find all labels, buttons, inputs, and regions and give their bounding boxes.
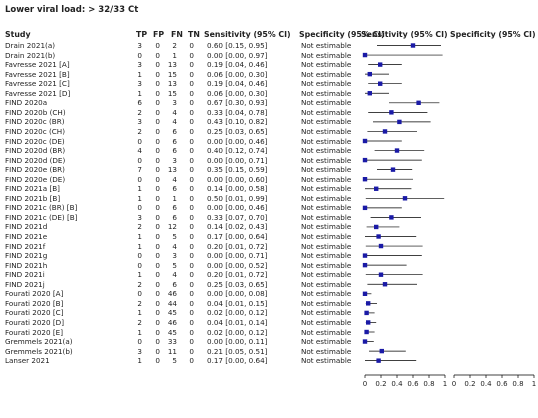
fp-value: 0 — [155, 327, 160, 337]
specificity-value: Not estimable — [301, 260, 352, 270]
tn-value: 0 — [189, 289, 194, 299]
point-estimate-marker — [383, 129, 387, 133]
sens-tick-label: 0.8 — [423, 380, 435, 388]
tn-value: 0 — [189, 117, 194, 127]
sensitivity-value: 0.00 [0.00, 0.46] — [207, 136, 268, 146]
tp-value: 0 — [137, 50, 142, 60]
tn-value: 0 — [189, 346, 194, 356]
fn-value: 3 — [172, 155, 177, 165]
point-estimate-marker — [379, 244, 383, 248]
study-name: Gremmels 2021(a) — [5, 337, 73, 347]
fp-value: 0 — [155, 69, 160, 79]
point-estimate-marker — [363, 53, 367, 57]
specificity-value: Not estimable — [301, 356, 352, 366]
study-name: Favresse 2021 [B] — [5, 69, 70, 79]
fp-value: 0 — [155, 117, 160, 127]
tn-value: 0 — [189, 270, 194, 280]
header-specificity-plot: Specificity (95% CI) — [450, 30, 536, 39]
study-name: FIND 2020c (BR) — [5, 117, 65, 127]
fn-value: 6 — [172, 203, 177, 213]
tn-value: 0 — [189, 337, 194, 347]
sensitivity-value: 0.43 [0.10, 0.82] — [207, 117, 268, 127]
fp-value: 0 — [155, 241, 160, 251]
fp-value: 0 — [155, 260, 160, 270]
tp-value: 1 — [137, 69, 142, 79]
study-name: Fourati 2020 [A] — [5, 289, 64, 299]
fp-value: 0 — [155, 79, 160, 89]
fn-value: 6 — [172, 136, 177, 146]
study-name: Gremmels 2021(b) — [5, 346, 73, 356]
header-sensitivity: Sensitivity (95% CI) — [204, 30, 291, 39]
study-name: Fourati 2020 [C] — [5, 308, 64, 318]
header-fn: FN — [171, 30, 183, 39]
fp-value: 0 — [155, 88, 160, 98]
header-study: Study — [5, 30, 31, 39]
spec-tick-label: 0.8 — [512, 380, 524, 388]
tp-value: 1 — [137, 308, 142, 318]
point-estimate-marker — [378, 82, 382, 86]
study-name: FIND 2020e (DE) — [5, 174, 66, 184]
tp-value: 1 — [137, 241, 142, 251]
point-estimate-marker — [363, 206, 367, 210]
fn-value: 15 — [167, 69, 177, 79]
study-name: FIND 2020d (BR) — [5, 146, 66, 156]
sensitivity-value: 0.00 [0.00, 0.71] — [207, 251, 268, 261]
fp-value: 0 — [155, 232, 160, 241]
sensitivity-value: 0.33 [0.04, 0.78] — [207, 107, 268, 117]
fn-value: 6 — [172, 279, 177, 289]
point-estimate-marker — [379, 273, 383, 277]
tp-value: 2 — [137, 126, 142, 136]
study-name: FIND 2021g — [5, 251, 48, 261]
study-name: FIND 2021j — [5, 279, 45, 289]
spec-tick-label: 0 — [451, 380, 457, 388]
sensitivity-value: 0.17 [0.00, 0.64] — [207, 232, 268, 241]
study-name: FIND 2021i — [5, 270, 45, 280]
specificity-value: Not estimable — [301, 308, 352, 318]
header-specificity: Specificity (95% CI) — [299, 30, 385, 39]
tp-value: 3 — [137, 60, 142, 70]
sensitivity-value: 0.17 [0.00, 0.64] — [207, 356, 268, 366]
specificity-value: Not estimable — [301, 212, 352, 222]
fn-value: 6 — [172, 146, 177, 156]
study-name: Drain 2021(b) — [5, 50, 56, 60]
sens-tick-label: 0.6 — [407, 380, 419, 388]
study-name: Favresse 2021 [C] — [5, 79, 70, 89]
specificity-value: Not estimable — [301, 174, 352, 184]
fn-value: 2 — [172, 41, 177, 50]
fn-value: 12 — [167, 222, 177, 232]
sensitivity-value: 0.00 [0.00, 0.52] — [207, 260, 268, 270]
sens-tick-label: 0.2 — [375, 380, 387, 388]
point-estimate-marker — [363, 158, 367, 162]
fn-value: 5 — [172, 260, 177, 270]
specificity-value: Not estimable — [301, 279, 352, 289]
sensitivity-value: 0.00 [0.00, 0.60] — [207, 174, 268, 184]
tn-value: 0 — [189, 60, 194, 70]
study-name: Fourati 2020 [D] — [5, 317, 65, 327]
tn-value: 0 — [189, 88, 194, 98]
fn-value: 6 — [172, 184, 177, 194]
tn-value: 0 — [189, 174, 194, 184]
specificity-value: Not estimable — [301, 146, 352, 156]
point-estimate-marker — [364, 330, 368, 334]
tp-value: 2 — [137, 279, 142, 289]
tp-value: 2 — [137, 107, 142, 117]
fp-value: 0 — [155, 222, 160, 232]
fn-value: 45 — [167, 308, 177, 318]
sensitivity-value: 0.14 [0.02, 0.43] — [207, 222, 268, 232]
fp-value: 0 — [155, 136, 160, 146]
point-estimate-marker — [378, 62, 382, 66]
fn-value: 33 — [167, 337, 177, 347]
tp-value: 1 — [137, 232, 142, 241]
header-fp: FP — [153, 30, 165, 39]
tn-value: 0 — [189, 356, 194, 366]
fn-value: 1 — [172, 50, 177, 60]
sens-tick-label: 0.4 — [391, 380, 403, 388]
tp-value: 3 — [137, 212, 142, 222]
point-estimate-marker — [363, 339, 367, 343]
fn-value: 11 — [167, 346, 177, 356]
tn-value: 0 — [189, 241, 194, 251]
tp-value: 4 — [137, 146, 142, 156]
sens-tick-label: 0 — [362, 380, 368, 388]
sensitivity-value: 0.25 [0.03, 0.65] — [207, 126, 268, 136]
spec-tick-label: 0.6 — [496, 380, 508, 388]
tn-value: 0 — [189, 50, 194, 60]
tn-value: 0 — [189, 212, 194, 222]
specificity-value: Not estimable — [301, 251, 352, 261]
point-estimate-marker — [368, 72, 372, 76]
sensitivity-value: 0.67 [0.30, 0.93] — [207, 98, 268, 108]
point-estimate-marker — [389, 110, 393, 114]
tp-value: 0 — [137, 203, 142, 213]
point-estimate-marker — [395, 148, 399, 152]
fn-value: 13 — [167, 79, 177, 89]
fp-value: 0 — [155, 337, 160, 347]
point-estimate-marker — [403, 196, 407, 200]
sensitivity-value: 0.20 [0.01, 0.72] — [207, 270, 268, 280]
point-estimate-marker — [363, 263, 367, 267]
point-estimate-marker — [411, 43, 415, 47]
fn-value: 3 — [172, 251, 177, 261]
study-name: FIND 2021c (DE) [B] — [5, 212, 78, 222]
fn-value: 5 — [172, 232, 177, 241]
point-estimate-marker — [397, 120, 401, 124]
tn-value: 0 — [189, 298, 194, 308]
fp-value: 0 — [155, 279, 160, 289]
sensitivity-value: 0.50 [0.01, 0.99] — [207, 193, 268, 203]
fp-value: 0 — [155, 126, 160, 136]
fn-value: 15 — [167, 88, 177, 98]
point-estimate-marker — [376, 234, 380, 238]
tn-value: 0 — [189, 146, 194, 156]
specificity-value: Not estimable — [301, 346, 352, 356]
study-name: Drain 2021(a) — [5, 41, 56, 50]
fn-value: 46 — [167, 289, 177, 299]
tn-value: 0 — [189, 107, 194, 117]
sensitivity-value: 0.20 [0.01, 0.72] — [207, 241, 268, 251]
study-name: FIND 2020d (DE) — [5, 155, 66, 165]
tp-value: 2 — [137, 317, 142, 327]
study-name: FIND 2021h — [5, 260, 48, 270]
specificity-value: Not estimable — [301, 69, 352, 79]
fn-value: 4 — [172, 270, 177, 280]
specificity-value: Not estimable — [301, 241, 352, 251]
study-name: FIND 2020b (CH) — [5, 107, 66, 117]
tn-value: 0 — [189, 41, 194, 50]
fp-value: 0 — [155, 165, 160, 175]
sensitivity-value: 0.00 [0.00, 0.71] — [207, 155, 268, 165]
fp-value: 0 — [155, 308, 160, 318]
point-estimate-marker — [389, 215, 393, 219]
fn-value: 4 — [172, 117, 177, 127]
point-estimate-marker — [380, 349, 384, 353]
fn-value: 13 — [167, 165, 177, 175]
fp-value: 0 — [155, 289, 160, 299]
tp-value: 0 — [137, 337, 142, 347]
tp-value: 7 — [137, 165, 142, 175]
study-name: Fourati 2020 [B] — [5, 298, 64, 308]
fn-value: 1 — [172, 193, 177, 203]
fn-value: 4 — [172, 107, 177, 117]
spec-tick-label: 1 — [531, 380, 537, 388]
specificity-value: Not estimable — [301, 289, 352, 299]
fn-value: 4 — [172, 241, 177, 251]
point-estimate-marker — [376, 358, 380, 362]
tn-value: 0 — [189, 279, 194, 289]
specificity-value: Not estimable — [301, 136, 352, 146]
fn-value: 4 — [172, 174, 177, 184]
fp-value: 0 — [155, 184, 160, 194]
study-name: FIND 2021e — [5, 232, 48, 241]
tn-value: 0 — [189, 126, 194, 136]
tp-value: 2 — [137, 222, 142, 232]
tp-value: 3 — [137, 41, 142, 50]
fn-value: 45 — [167, 327, 177, 337]
point-estimate-marker — [374, 225, 378, 229]
tn-value: 0 — [189, 327, 194, 337]
point-estimate-marker — [363, 177, 367, 181]
specificity-value: Not estimable — [301, 117, 352, 127]
tn-value: 0 — [189, 136, 194, 146]
study-name: Fourati 2020 [E] — [5, 327, 64, 337]
fp-value: 0 — [155, 98, 160, 108]
specificity-value: Not estimable — [301, 98, 352, 108]
tp-value: 1 — [137, 270, 142, 280]
tp-value: 0 — [137, 289, 142, 299]
tp-value: 1 — [137, 327, 142, 337]
fp-value: 0 — [155, 60, 160, 70]
fp-value: 0 — [155, 193, 160, 203]
fp-value: 0 — [155, 317, 160, 327]
specificity-value: Not estimable — [301, 317, 352, 327]
tn-value: 0 — [189, 79, 194, 89]
study-name: FIND 2021f — [5, 241, 46, 251]
fn-value: 5 — [172, 356, 177, 366]
specificity-value: Not estimable — [301, 193, 352, 203]
study-name: FIND 2020e (BR) — [5, 165, 65, 175]
fp-value: 0 — [155, 146, 160, 156]
tn-value: 0 — [189, 155, 194, 165]
fn-value: 6 — [172, 126, 177, 136]
specificity-value: Not estimable — [301, 232, 352, 241]
fp-value: 0 — [155, 50, 160, 60]
tp-value: 3 — [137, 79, 142, 89]
tn-value: 0 — [189, 308, 194, 318]
point-estimate-marker — [374, 187, 378, 191]
tn-value: 0 — [189, 317, 194, 327]
fn-value: 13 — [167, 60, 177, 70]
tn-value: 0 — [189, 222, 194, 232]
fn-value: 44 — [167, 298, 177, 308]
fp-value: 0 — [155, 203, 160, 213]
header-tn: TN — [188, 30, 200, 39]
spec-tick-label: 0.4 — [480, 380, 492, 388]
fp-value: 0 — [155, 41, 160, 50]
point-estimate-marker — [383, 282, 387, 286]
tp-value: 2 — [137, 298, 142, 308]
fp-value: 0 — [155, 251, 160, 261]
sensitivity-value: 0.04 [0.01, 0.14] — [207, 317, 268, 327]
sensitivity-value: 0.21 [0.05, 0.51] — [207, 346, 268, 356]
sensitivity-value: 0.33 [0.07, 0.70] — [207, 212, 268, 222]
sensitivity-value: 0.19 [0.04, 0.46] — [207, 79, 268, 89]
fn-value: 46 — [167, 317, 177, 327]
specificity-value: Not estimable — [301, 298, 352, 308]
fp-value: 0 — [155, 356, 160, 366]
sensitivity-value: 0.40 [0.12, 0.74] — [207, 146, 268, 156]
specificity-value: Not estimable — [301, 88, 352, 98]
tn-value: 0 — [189, 165, 194, 175]
study-name: Lanser 2021 — [5, 356, 50, 366]
specificity-value: Not estimable — [301, 327, 352, 337]
tn-value: 0 — [189, 203, 194, 213]
tn-value: 0 — [189, 232, 194, 241]
sensitivity-value: 0.06 [0.00, 0.30] — [207, 88, 268, 98]
specificity-value: Not estimable — [301, 126, 352, 136]
tn-value: 0 — [189, 184, 194, 194]
spec-tick-label: 0.2 — [464, 380, 476, 388]
tp-value: 0 — [137, 155, 142, 165]
tp-value: 1 — [137, 193, 142, 203]
fp-value: 0 — [155, 107, 160, 117]
tp-value: 1 — [137, 356, 142, 366]
sensitivity-value: 0.02 [0.00, 0.12] — [207, 308, 268, 318]
sensitivity-value: 0.00 [0.00, 0.97] — [207, 50, 268, 60]
specificity-value: Not estimable — [301, 41, 352, 50]
study-name: FIND 2021a [B] — [5, 184, 60, 194]
sensitivity-value: 0.00 [0.00, 0.46] — [207, 203, 268, 213]
sensitivity-value: 0.06 [0.00, 0.30] — [207, 69, 268, 79]
sensitivity-value: 0.02 [0.00, 0.12] — [207, 327, 268, 337]
specificity-value: Not estimable — [301, 107, 352, 117]
study-name: FIND 2021b [B] — [5, 193, 61, 203]
study-name: FIND 2020a — [5, 98, 48, 108]
tn-value: 0 — [189, 193, 194, 203]
fp-value: 0 — [155, 174, 160, 184]
sensitivity-value: 0.60 [0.15, 0.95] — [207, 41, 268, 50]
fn-value: 6 — [172, 212, 177, 222]
point-estimate-marker — [366, 301, 370, 305]
tp-value: 6 — [137, 98, 142, 108]
tp-value: 0 — [137, 251, 142, 261]
specificity-value: Not estimable — [301, 50, 352, 60]
tp-value: 1 — [137, 88, 142, 98]
sens-tick-label: 1 — [442, 380, 448, 388]
sensitivity-value: 0.00 [0.00, 0.08] — [207, 289, 268, 299]
sensitivity-value: 0.19 [0.04, 0.46] — [207, 60, 268, 70]
point-estimate-marker — [366, 320, 370, 324]
specificity-value: Not estimable — [301, 60, 352, 70]
tn-value: 0 — [189, 260, 194, 270]
sensitivity-value: 0.00 [0.00, 0.11] — [207, 337, 268, 347]
specificity-value: Not estimable — [301, 184, 352, 194]
tp-value: 0 — [137, 174, 142, 184]
point-estimate-marker — [368, 91, 372, 95]
sensitivity-value: 0.25 [0.03, 0.65] — [207, 279, 268, 289]
specificity-value: Not estimable — [301, 79, 352, 89]
point-estimate-marker — [363, 253, 367, 257]
study-name: FIND 2020c (CH) — [5, 126, 66, 136]
study-name: FIND 2021d — [5, 222, 48, 232]
chart-title: Lower viral load: > 32/33 Ct — [5, 5, 139, 15]
specificity-value: Not estimable — [301, 337, 352, 347]
point-estimate-marker — [391, 167, 395, 171]
tp-value: 0 — [137, 260, 142, 270]
point-estimate-marker — [416, 101, 420, 105]
fp-value: 0 — [155, 346, 160, 356]
fp-value: 0 — [155, 212, 160, 222]
specificity-value: Not estimable — [301, 270, 352, 280]
specificity-value: Not estimable — [301, 165, 352, 175]
fp-value: 0 — [155, 270, 160, 280]
sensitivity-value: 0.14 [0.00, 0.58] — [207, 184, 268, 194]
tp-value: 3 — [137, 117, 142, 127]
tn-value: 0 — [189, 251, 194, 261]
study-name: FIND 2021c (BR) [B] — [5, 203, 78, 213]
tn-value: 0 — [189, 98, 194, 108]
fn-value: 3 — [172, 98, 177, 108]
study-name: Favresse 2021 [A] — [5, 60, 70, 70]
fp-value: 0 — [155, 155, 160, 165]
point-estimate-marker — [364, 311, 368, 315]
point-estimate-marker — [363, 292, 367, 296]
header-tp: TP — [136, 30, 148, 39]
point-estimate-marker — [363, 139, 367, 143]
specificity-value: Not estimable — [301, 222, 352, 232]
sensitivity-value: 0.04 [0.01, 0.15] — [207, 298, 268, 308]
tp-value: 1 — [137, 184, 142, 194]
study-name: Favresse 2021 [D] — [5, 88, 71, 98]
fp-value: 0 — [155, 298, 160, 308]
tp-value: 3 — [137, 346, 142, 356]
header-sensitivity-plot: Sensitivity (95% CI) — [361, 30, 448, 39]
tp-value: 0 — [137, 136, 142, 146]
specificity-value: Not estimable — [301, 203, 352, 213]
tn-value: 0 — [189, 69, 194, 79]
sensitivity-value: 0.35 [0.15, 0.59] — [207, 165, 268, 175]
specificity-value: Not estimable — [301, 155, 352, 165]
study-name: FIND 2020c (DE) — [5, 136, 65, 146]
